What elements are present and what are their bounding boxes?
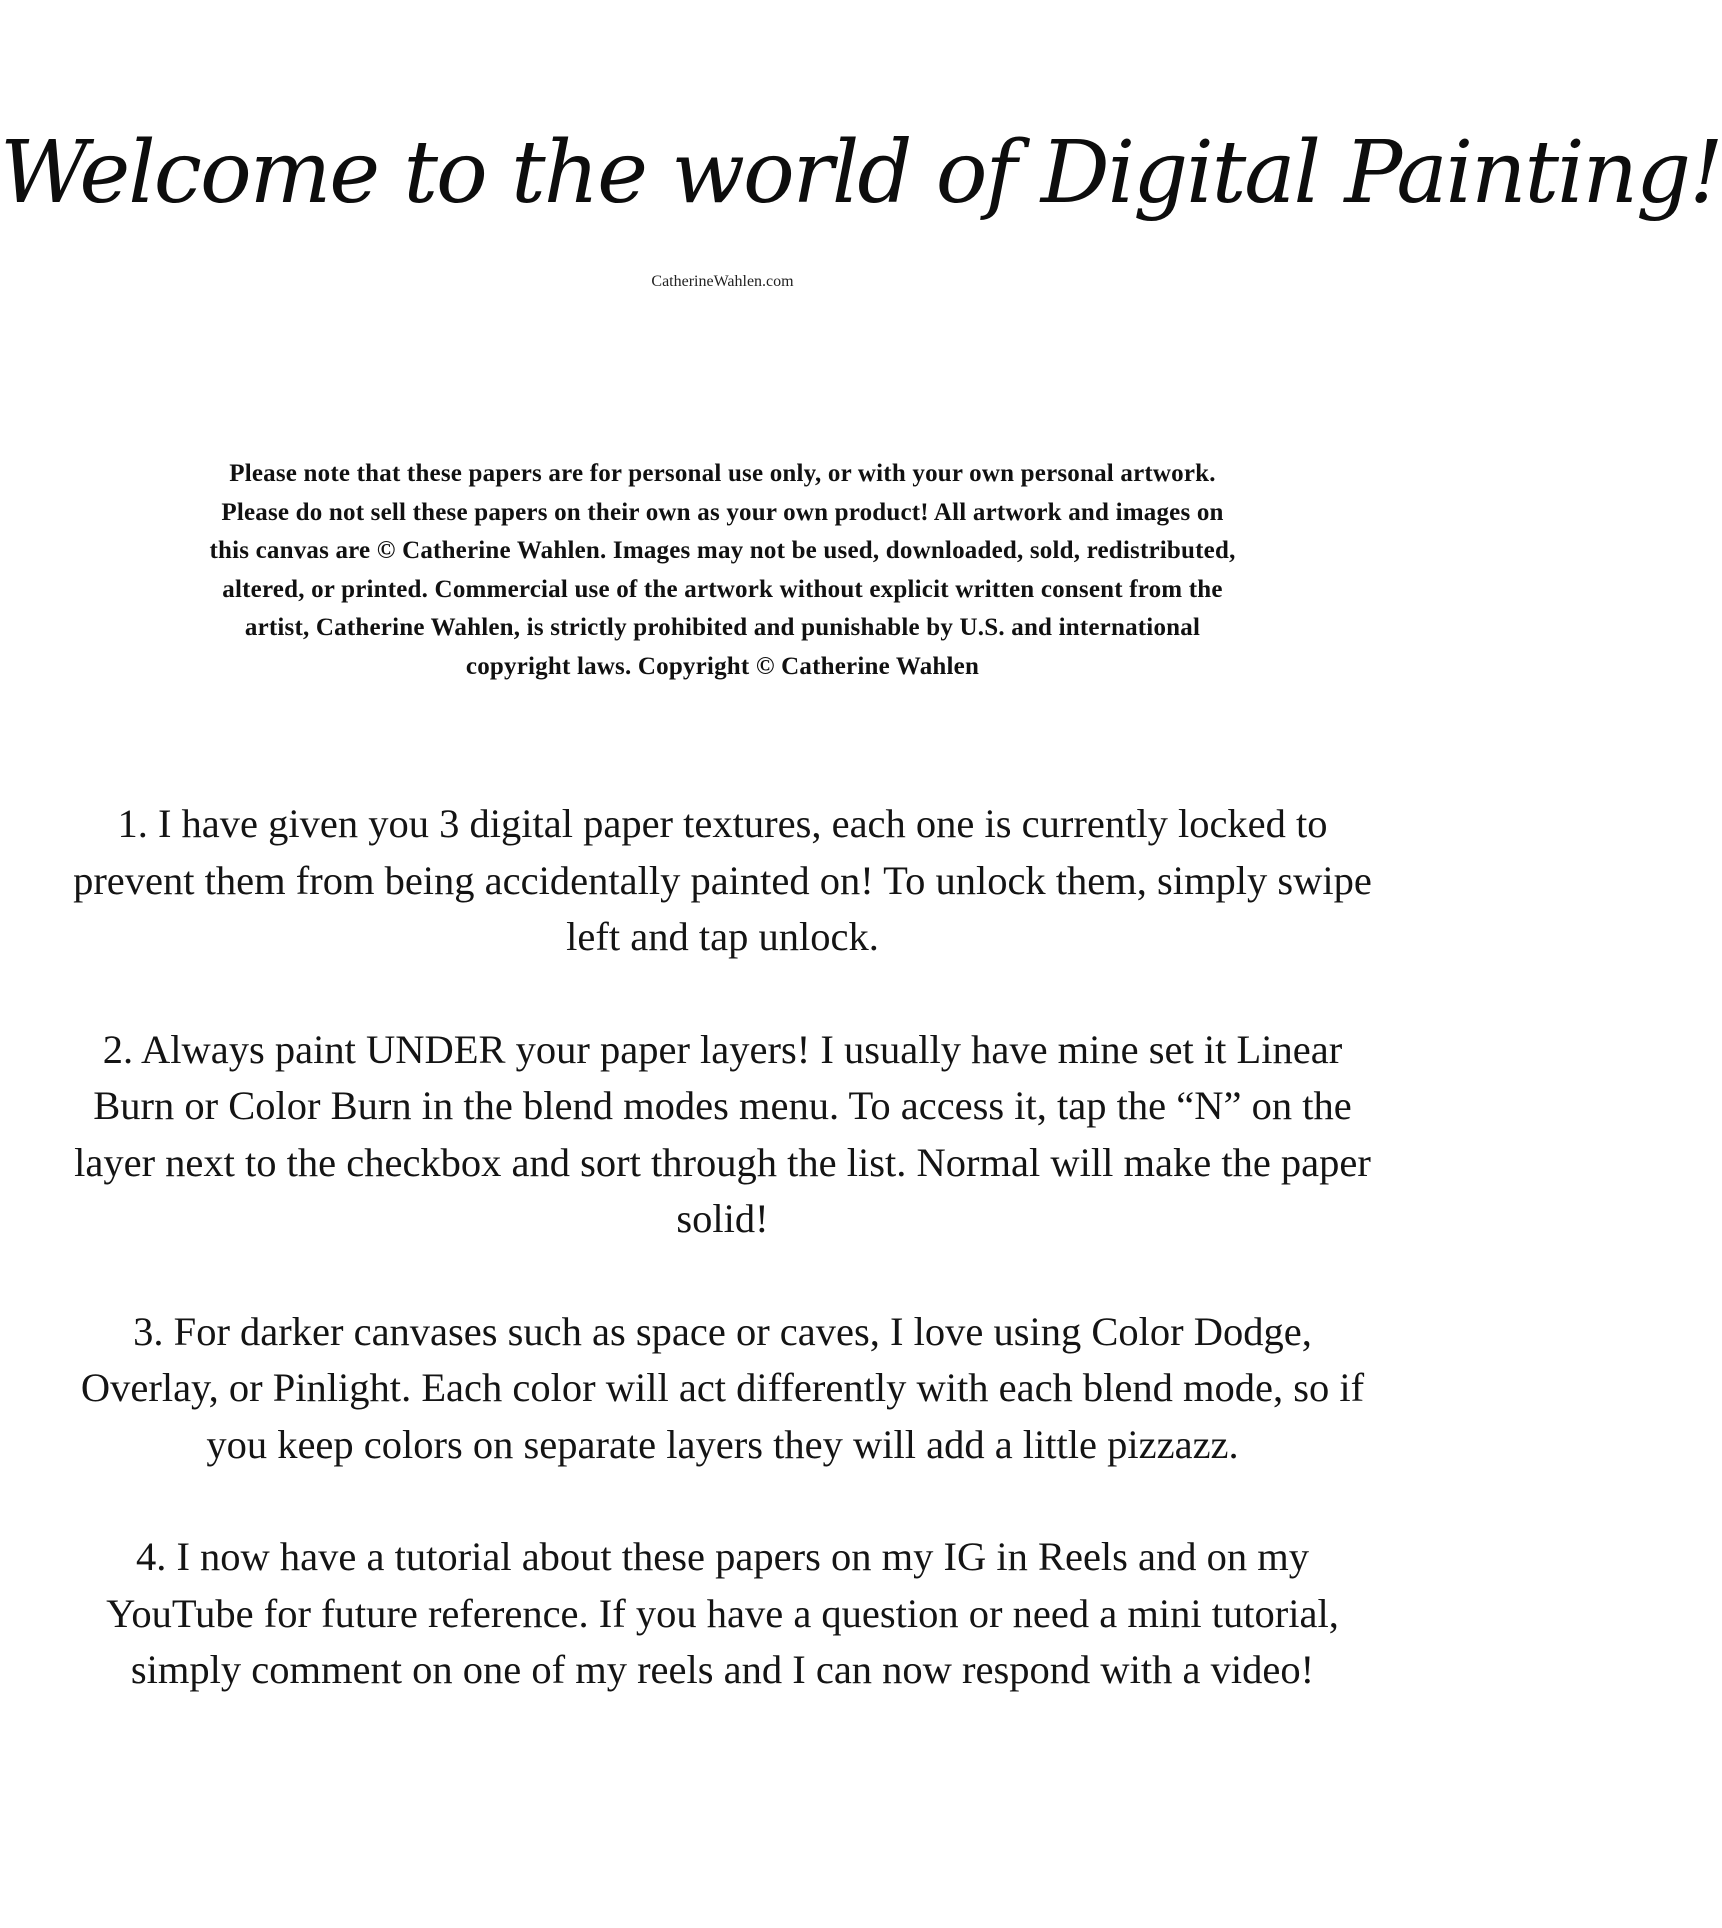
instruction-item: 4. I now have a tutorial about these papers on my IG in Reels and on my YouTube for future reference. If you have a question or need a mini tutorial, simply comment on one of my reels and I can now respond with a video!: [106, 1534, 1339, 1692]
website-credit: CatherineWahlen.com: [651, 273, 794, 290]
copyright-notice: Please note that these papers are for personal use only, or with your own personal artwork. Please do not sell these papers on their own as your own product! All artwork and images on this canvas are © Catherine Wahlen. Images may not be used, downloaded, sold, redistributed, altered, or printed. Commercial use of the artwork without explicit written consent from the artist, Catherine Wahlen, is strictly prohibited and punishable by U.S. and international copyright laws. Copyright © Catherine Wahlen: [209, 460, 1236, 680]
instruction-item: 1. I have given you 3 digital paper textures, each one is currently locked to prevent them from being accidentally painted on! To unlock them, simply swipe left and tap unlock.: [73, 801, 1372, 959]
instruction-item: 2. Always paint UNDER your paper layers! I usually have mine set it Linear Burn or Color Burn in the blend modes menu. To access it, tap the “N” on the layer next to the checkbox and sort through the list. Normal will make the paper solid!: [74, 1026, 1371, 1241]
page-title: Welcome to the world of Digital Painting!: [0, 123, 1722, 223]
instruction-item: 3. For darker canvases such as space or caves, I love using Color Dodge, Overlay, or Pinlight. Each color will act differently with each blend mode, so if you keep colors on separate layers they will add a little pizzazz.: [80, 1308, 1365, 1467]
instructions-list: [60, 796, 1385, 1755]
